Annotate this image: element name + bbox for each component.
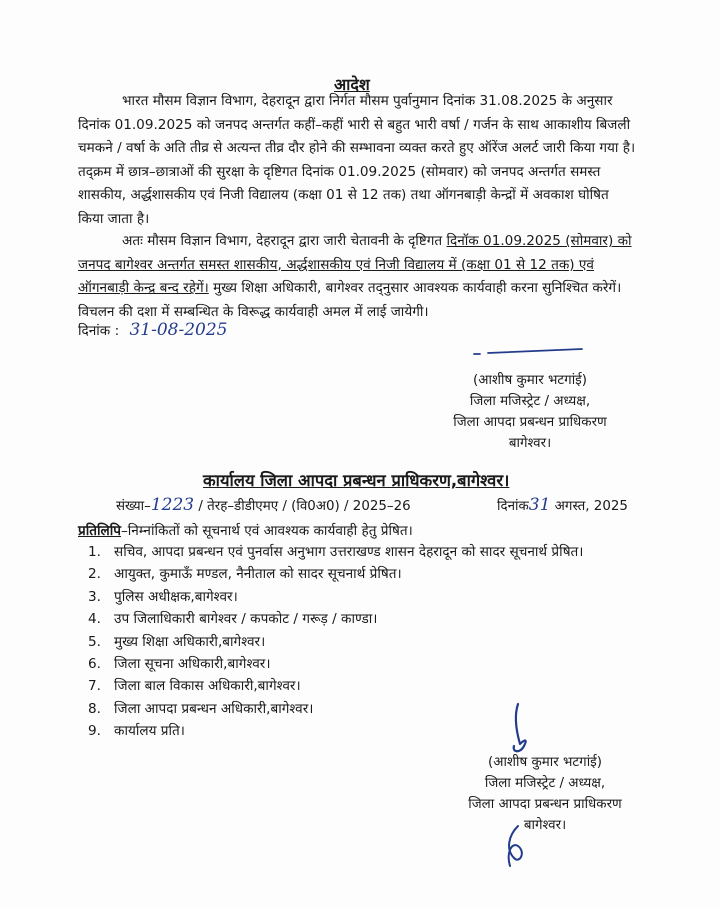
paragraph-2-underlined: दिनॉक 01.09.2025 (सोमवार) को जनपद बागेश्वर अन्तर्गत समस्त शासकीय, अर्द्धशासकीय एवं निजी विद्यालय में (कक्षा 01 से 12 तक) एवं ऑगनबाड़ी केन्द्र बन्द रहेगें। [78, 233, 632, 297]
signatory-authority: जिला आपदा प्रबन्धन प्राधिकरण [453, 415, 607, 430]
copy-label: प्रतिलिपि [78, 523, 121, 539]
list-item-number: 3. [88, 588, 101, 605]
reference-suffix: / तेरह–डीडीएमए / (वि0अ0) / 2025–26 [198, 499, 411, 514]
list-item-text: उप जिलाधिकारी बागेश्वर / कपकोट / गरूड़ / काण्डा। [114, 611, 378, 628]
office-date [497, 495, 628, 515]
signatory-designation: जिला मजिस्ट्रेट / अध्यक्ष, [469, 394, 591, 409]
copy-signatory-block [430, 752, 660, 836]
signature-stroke-2 [500, 700, 540, 760]
list-item-number: 9. [88, 723, 101, 740]
list-item [88, 631, 583, 653]
list-item-text: मुख्य शिक्षा अधिकारी,बागेश्वर। [114, 633, 266, 650]
list-item-number: 8. [88, 700, 101, 717]
list-item-text: पुलिस अधीक्षक,बागेश्वर। [114, 588, 238, 605]
reference-label: संख्या– [116, 499, 151, 514]
list-item-number: 2. [88, 566, 101, 583]
list-item-text: जिला सूचना अधिकारी,बागेश्वर। [114, 655, 271, 672]
list-item-text: आयुक्त, कुमाऊँ मण्डल, नैनीताल को सादर सूचनार्थ प्रेषित। [114, 566, 402, 583]
order-paragraph-2 [78, 230, 636, 324]
list-item-number: 1. [88, 544, 101, 560]
office-heading: कार्यालय जिला आपदा प्रबन्धन प्राधिकरण,बागेश्वर। [203, 471, 510, 490]
list-item-text: कार्यालय प्रति। [114, 723, 185, 740]
list-item [88, 653, 583, 675]
list-item [88, 541, 583, 563]
signatory-place: बागेश्वर। [508, 436, 552, 451]
list-item-text: सचिव, आपदा प्रबन्धन एवं पुनर्वास अनुभाग उत्तराखण्ड शासन देहरादून को सादर सूचनार्थ प्रेषित। [114, 544, 584, 560]
signatory-authority: जिला आपदा प्रबन्धन प्राधिकरण [468, 797, 622, 812]
reference-number-line [116, 495, 411, 515]
paragraph-2-lead: अतः मौसम विज्ञान विभाग, देहरादून द्वारा जारी चेतावनी के दृष्टिगत [122, 233, 443, 249]
list-item-text: जिला आपदा प्रबन्धन अधिकारी,बागेश्वर। [114, 700, 314, 717]
signatory-place: बागेश्वर। [523, 818, 567, 833]
copy-intro-text: –निम्नांकितों को सूचनार्थ एवं आवश्यक कार्यवाही हेतु प्रेषित। [120, 523, 413, 539]
order-date [78, 320, 228, 340]
paragraph-2-rest: मुख्य शिक्षा अधिकारी, बागेश्वर तद्नुसार आवश्यक कार्यवाही करना सुनिश्चित करेगें। विचलन की दशा में सम्बन्धित के विरूद्ध कार्यवाही अमल में लाई जायेगी। [78, 280, 622, 320]
order-signatory-block [410, 370, 650, 454]
copy-intro [78, 520, 413, 539]
list-item-number: 5. [88, 633, 101, 650]
order-date-handwritten: 31-08-2025 [129, 320, 228, 340]
initial-mark [496, 822, 536, 872]
list-item [88, 586, 583, 608]
signatory-designation: जिला मजिस्ट्रेट / अध्यक्ष, [484, 776, 606, 791]
list-item-number: 7. [88, 678, 101, 695]
signature-stroke-1 [470, 345, 590, 359]
list-item-text: जिला बाल विकास अधिकारी,बागेश्वर। [114, 678, 301, 695]
order-date-label: दिनांक : [78, 323, 120, 339]
office-date-day-handwritten: 31 [528, 495, 551, 515]
order-title: आदेश [334, 75, 370, 94]
reference-number-handwritten: 1223 [150, 495, 195, 515]
order-paragraph-1: भारत मौसम विज्ञान विभाग, देहरादून द्वारा निर्गत मौसम पुर्वानुमान दिनांक 31.08.2025 के अनुसार दिनांक 01.09.2025 को जनपद अन्तर्गत कहीं–कहीं भारी से बहुत भारी वर्षा / गर्जन के साथ आकाशीय बिजली चमकने / वर्षा के अति तीव्र से अत्यन्त तीव्र दौर होने की सम्भावना व्यक्त करते हुए ऑरेंज अलर्ट जारी किया गया है। तद्क्रम में छात्र–छात्राओं की सुरक्षा के दृष्टिगत दिनांक 01.09.2025 (सोमवार) को जनपद अन्तर्गत समस्त शासकीय, अर्द्धशासकीय एवं निजी विद्यालय (कक्षा 01 से 12 तक) तथा ऑगनबाड़ी केन्द्रों में अवकाश घोषित किया जाता है। [78, 93, 636, 227]
signatory-name: (आशीष कुमार भटगांई) [488, 755, 602, 770]
list-item [88, 675, 583, 697]
list-item-number: 4. [88, 611, 101, 628]
signatory-name: (आशीष कुमार भटगांई) [473, 373, 587, 388]
list-item [88, 608, 583, 630]
list-item [88, 563, 583, 585]
list-item-number: 6. [88, 655, 101, 672]
office-date-rest: अगस्त, 2025 [554, 499, 628, 514]
office-date-label: दिनांक [497, 499, 529, 514]
